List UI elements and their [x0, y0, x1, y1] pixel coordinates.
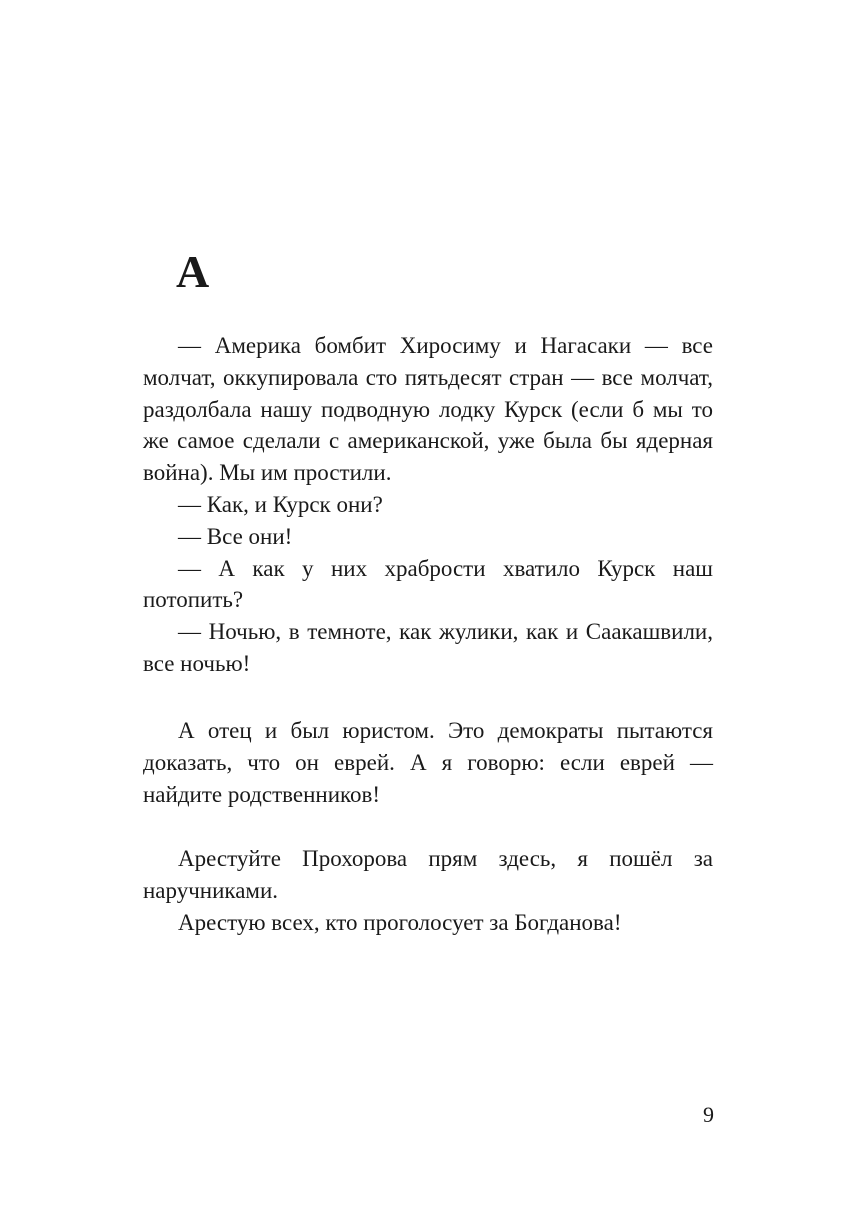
paragraph: — Ночью, в темноте, как жулики, как и Саакашвили, все ночью!: [143, 619, 713, 676]
section-dialogue: [143, 330, 713, 680]
paragraph: Арестуйте Прохорова прям здесь, я пошёл за наручниками.: [143, 846, 713, 903]
page-number: 9: [703, 1102, 714, 1127]
paragraph: — Все они!: [178, 523, 293, 549]
paragraph: — Америка бомбит Хиросиму и Нагасаки — все молчат, оккупировала сто пятьдесят стран — все молчат, раздолбала нашу подводную лодку Курск (если б мы то же самое сделали с американской, уже была бы ядерная война). Мы им простили.: [143, 333, 713, 486]
paragraph: — А как у них храбрости хватило Курск наш потопить?: [143, 555, 713, 613]
section-father: [143, 715, 713, 810]
paragraph: А отец и был юристом. Это демократы пытаются доказать, что он еврей. А я говорю: если еврей — найдите родственников!: [143, 718, 713, 807]
paragraph: Арестую всех, кто проголосует за Богданова!: [178, 909, 622, 935]
chapter-letter: А: [176, 246, 210, 297]
paragraph: — Как, и Курск они?: [178, 491, 383, 517]
section-arrest: [143, 843, 713, 938]
